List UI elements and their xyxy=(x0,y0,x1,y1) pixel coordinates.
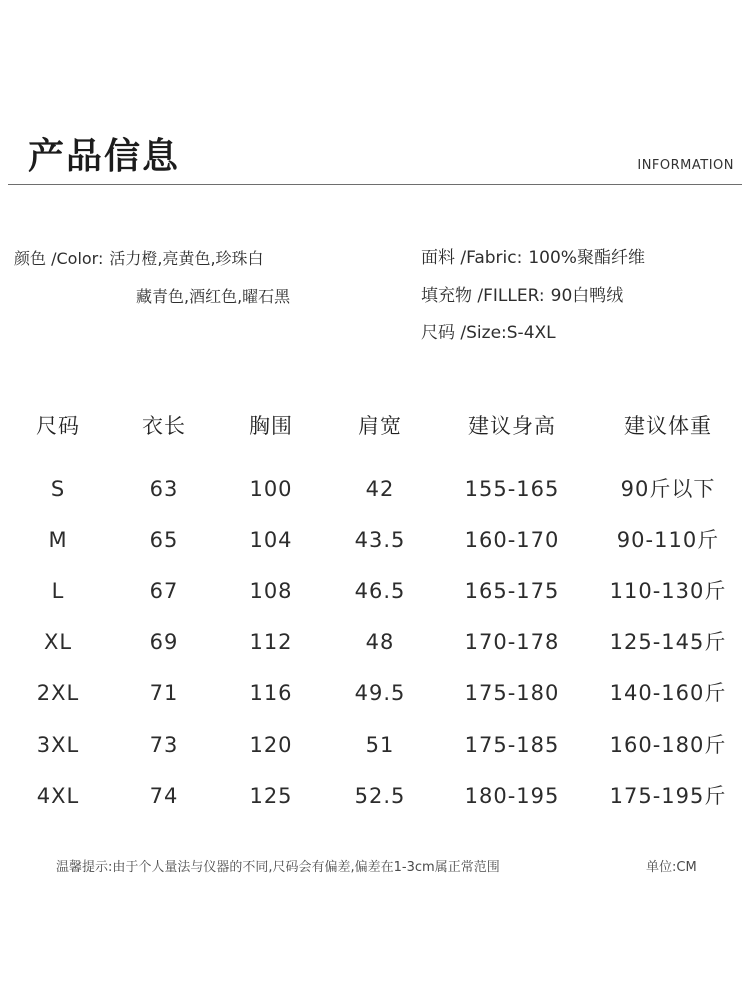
table-cell: XL xyxy=(43,630,73,654)
table-cell: 175-185 xyxy=(464,733,560,757)
color-spec xyxy=(14,246,264,269)
table-cell: 125 xyxy=(249,784,293,808)
table-cell: 90斤以下 xyxy=(620,477,716,501)
table-cell: M xyxy=(48,528,68,552)
color-value-line2: 藏青色,酒红色,曜石黑 xyxy=(136,287,291,306)
table-cell: 63 xyxy=(149,477,179,501)
table-cell: 48 xyxy=(365,630,395,654)
header-cell-length: 衣长 xyxy=(142,414,186,438)
table-cell: 71 xyxy=(149,681,179,705)
table-row xyxy=(0,725,750,765)
table-cell: 69 xyxy=(149,630,179,654)
table-cell: 125-145斤 xyxy=(609,630,727,654)
table-row xyxy=(0,520,750,560)
table-cell: 65 xyxy=(149,528,179,552)
table-cell: 155-165 xyxy=(464,477,560,501)
color-value-line1: 活力橙,亮黄色,珍珠白 xyxy=(109,249,264,268)
page-subtitle: INFORMATION xyxy=(637,158,734,173)
header-cell-chest: 胸围 xyxy=(249,414,293,438)
table-cell: 112 xyxy=(249,630,293,654)
table-header-row xyxy=(0,406,750,446)
table-cell: 104 xyxy=(249,528,293,552)
header-cell-height: 建议身高 xyxy=(468,414,556,438)
fabric-value: 100%聚酯纤维 xyxy=(528,248,645,268)
filler-spec xyxy=(421,281,623,306)
measurement-note: 温馨提示:由于个人量法与仪器的不同,尺码会有偏差,偏差在1-3cm属正常范围 xyxy=(56,860,500,875)
table-cell: 46.5 xyxy=(354,579,406,603)
table-cell: 74 xyxy=(149,784,179,808)
table-cell: 120 xyxy=(249,733,293,757)
table-cell: L xyxy=(51,579,65,603)
table-cell: 175-180 xyxy=(464,681,560,705)
table-row xyxy=(0,776,750,816)
table-cell: 90-110斤 xyxy=(616,528,720,552)
table-cell: 51 xyxy=(365,733,395,757)
table-cell: 49.5 xyxy=(354,681,406,705)
header-divider xyxy=(8,184,742,185)
header-cell-size: 尺码 xyxy=(36,414,80,438)
table-cell: 108 xyxy=(249,579,293,603)
table-cell: 2XL xyxy=(36,681,80,705)
table-row xyxy=(0,469,750,509)
page-title: 产品信息 xyxy=(28,136,181,177)
table-cell: S xyxy=(50,477,66,501)
fabric-label: 面料 /Fabric: xyxy=(421,248,523,268)
filler-label: 填充物 /FILLER: xyxy=(421,286,545,306)
table-cell: 73 xyxy=(149,733,179,757)
table-cell: 67 xyxy=(149,579,179,603)
table-cell: 160-170 xyxy=(464,528,560,552)
table-cell: 4XL xyxy=(36,784,80,808)
size-value: S-4XL xyxy=(506,323,556,343)
size-label: 尺码 /Size: xyxy=(421,323,507,343)
table-cell: 116 xyxy=(249,681,293,705)
table-cell: 160-180斤 xyxy=(609,733,727,757)
header-cell-weight: 建议体重 xyxy=(624,414,712,438)
color-spec-continued xyxy=(136,284,290,307)
table-row xyxy=(0,673,750,713)
size-spec xyxy=(421,318,556,343)
table-cell: 140-160斤 xyxy=(609,681,727,705)
table-row xyxy=(0,622,750,662)
table-cell: 175-195斤 xyxy=(609,784,727,808)
table-cell: 110-130斤 xyxy=(609,579,727,603)
unit-label: 单位:CM xyxy=(646,860,697,875)
filler-value: 90白鸭绒 xyxy=(550,286,624,306)
table-row xyxy=(0,571,750,611)
color-label: 颜色 /Color: xyxy=(14,249,104,268)
table-cell: 3XL xyxy=(36,733,80,757)
table-cell: 43.5 xyxy=(354,528,406,552)
header-cell-shoulder: 肩宽 xyxy=(358,414,402,438)
table-cell: 42 xyxy=(365,477,395,501)
table-cell: 52.5 xyxy=(354,784,406,808)
table-cell: 180-195 xyxy=(464,784,560,808)
table-cell: 100 xyxy=(249,477,293,501)
table-cell: 170-178 xyxy=(464,630,560,654)
table-cell: 165-175 xyxy=(464,579,560,603)
fabric-spec xyxy=(421,243,645,268)
